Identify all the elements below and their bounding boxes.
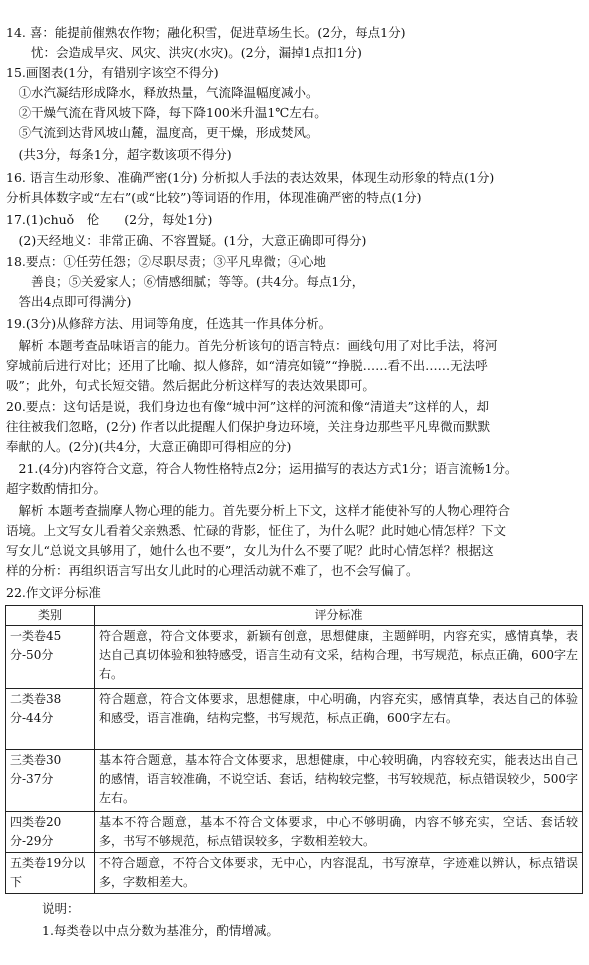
notes-item-1: 1.每类卷以中点分数为基准分，酌情增减。 <box>42 923 279 938</box>
grade-category: 四类卷20分-29分 <box>6 812 95 853</box>
answer-21-line-2: 超字数酌情扣分。 <box>6 481 107 496</box>
table-row <box>6 812 583 853</box>
grade-category: 一类卷45分-50分 <box>6 626 95 689</box>
grade-standard: 基本不符合题意，基本不符合文体要求，中心不够明确，内容不够充实，空话、套话较多，书写不够规范，标点错误较多，字数相差较大。 <box>95 812 583 853</box>
answer-18-line-2: 善良；⑤关爱家人；⑥情感细腻；等等。(共4分。每点1分， <box>6 274 365 289</box>
table-row <box>6 853 583 894</box>
answer-15-scoring: (共3分，每条1分，超字数该项不得分) <box>6 147 232 162</box>
answer-19-heading: 19.(3分)从修辞方法、用词等角度，任选其一作具体分析。 <box>6 316 332 331</box>
grade-standard: 基本符合题意，基本符合文体要求，思想健康，中心较明确，内容较充实，能表达出自己的感情，语言较准确，不说空话、套话，结构较完整，书写较规范，标点错误较少，500字左右。 <box>95 750 583 812</box>
answer-18-line-1: 18.要点：①任劳任怨；②尽职尽责；③平凡卑微；④心地 <box>6 254 326 269</box>
answer-20-line-3: 奉献的人。(2分)(共4分，大意正确即可得相应的分) <box>6 439 292 454</box>
answer-16-line-2: 分析具体数字或“左右”(或“比较”)等词语的作用，体现准确严密的特点(1分) <box>6 190 422 205</box>
answer-21-analysis-2: 语境。上文写女儿看着父亲熟悉、忙碌的背影，怔住了，为什么呢？此时她心情怎样？下文 <box>6 523 507 538</box>
answer-14-worry: 忧：会造成旱灾、风灾、洪灾(水灾)。(2分，漏掉1点扣1分) <box>6 45 362 60</box>
answer-19-analysis-3: 吸”；此外，句式长短交错。然后据此分析这样写的表达效果即可。 <box>6 378 375 393</box>
grade-standard: 符合题意，符合文体要求，思想健康，中心明确，内容充实，感情真挚，表达自己的体验和感受，语言准确，结构完整，书写规范，标点正确，600字左右。 <box>95 689 583 750</box>
answer-20-line-1: 20.要点：这句话是说，我们身边也有像“城中河”这样的河流和像“清道夫”这样的人，却 <box>6 399 489 414</box>
answer-15-item-3: ⑤气流到达背风坡山麓，温度高，更干燥，形成焚风。 <box>6 125 319 140</box>
grade-category: 三类卷30分-37分 <box>6 750 95 812</box>
answer-21-analysis-3: 写女儿“总说文具够用了，她什么也不要”，女儿为什么不要了呢？此时心情怎样？根据这 <box>6 543 494 558</box>
answer-17-part-2: (2)天经地义：非常正确、不容置疑。(1分，大意正确即可得分) <box>6 233 367 248</box>
answer-21-line-1: 21.(4分)内容符合文意，符合人物性格特点2分；运用描写的表达方式1分；语言流畅1分。 <box>6 461 518 476</box>
answer-22-heading: 22.作文评分标准 <box>6 585 101 600</box>
answer-21-analysis-1: 解析 本题考查揣摩人物心理的能力。首先要分析上下文，这样才能使补写的人物心理符合 <box>6 503 510 518</box>
grade-category: 二类卷38分-44分 <box>6 689 95 750</box>
answer-18-line-3: 答出4点即可得满分) <box>6 294 132 309</box>
answer-15-item-1: ①水汽凝结形成降水，释放热量，气流降温幅度减小。 <box>6 85 319 100</box>
table-row <box>6 689 583 750</box>
answer-21-analysis-4: 样的分析：再组织语言写出女儿此时的心理活动就不难了，也不会写偏了。 <box>6 563 419 578</box>
grade-standard: 符合题意，符合文体要求，新颖有创意，思想健康，主题鲜明，内容充实，感情真挚，表达自己真切体验和独特感受，语言生动有文采，结构合理，书写规范，标点正确，600字左右。 <box>95 626 583 689</box>
table-row <box>6 626 583 689</box>
answer-14-joy: 14. 喜：能提前催熟农作物；融化积雪，促进草场生长。(2分，每点1分) <box>6 25 406 40</box>
answer-16-line-1: 16. 语言生动形象、准确严密(1分) 分析拟人手法的表达效果，体现生动形象的特点(1分) <box>6 170 495 185</box>
table-row <box>6 750 583 812</box>
answer-19-analysis-2: 穿城前后进行对比；还用了比喻、拟人修辞，如“清亮如镜”“挣脱……看不出……无法呼 <box>6 358 488 373</box>
table-header-row <box>6 606 583 626</box>
table-header-standard: 评分标准 <box>95 606 583 626</box>
essay-grading-table <box>5 605 583 894</box>
notes-title: 说明： <box>42 901 80 916</box>
answer-17-part-1: 17.(1)chuǒ 伦 (2分，每处1分) <box>6 212 213 227</box>
grade-standard: 不符合题意，不符合文体要求，无中心，内容混乱，书写潦草，字迹难以辨认，标点错误多，字数相差大。 <box>95 853 583 894</box>
answer-15-item-2: ②干燥气流在背风坡下降，每下降100米升温1℃左右。 <box>6 105 327 120</box>
grade-category: 五类卷19分以下 <box>6 853 95 894</box>
answer-15-heading: 15.画图表(1分，有错别字该空不得分) <box>6 65 219 80</box>
table-header-category: 类别 <box>6 606 95 626</box>
answer-19-analysis-1: 解析 本题考查品味语言的能力。首先分析该句的语言特点：画线句用了对比手法，将河 <box>6 338 498 353</box>
answer-20-line-2: 往往被我们忽略，(2分) 作者以此提醒人们保护身边环境，关注身边那些平凡卑微而默默 <box>6 419 491 434</box>
